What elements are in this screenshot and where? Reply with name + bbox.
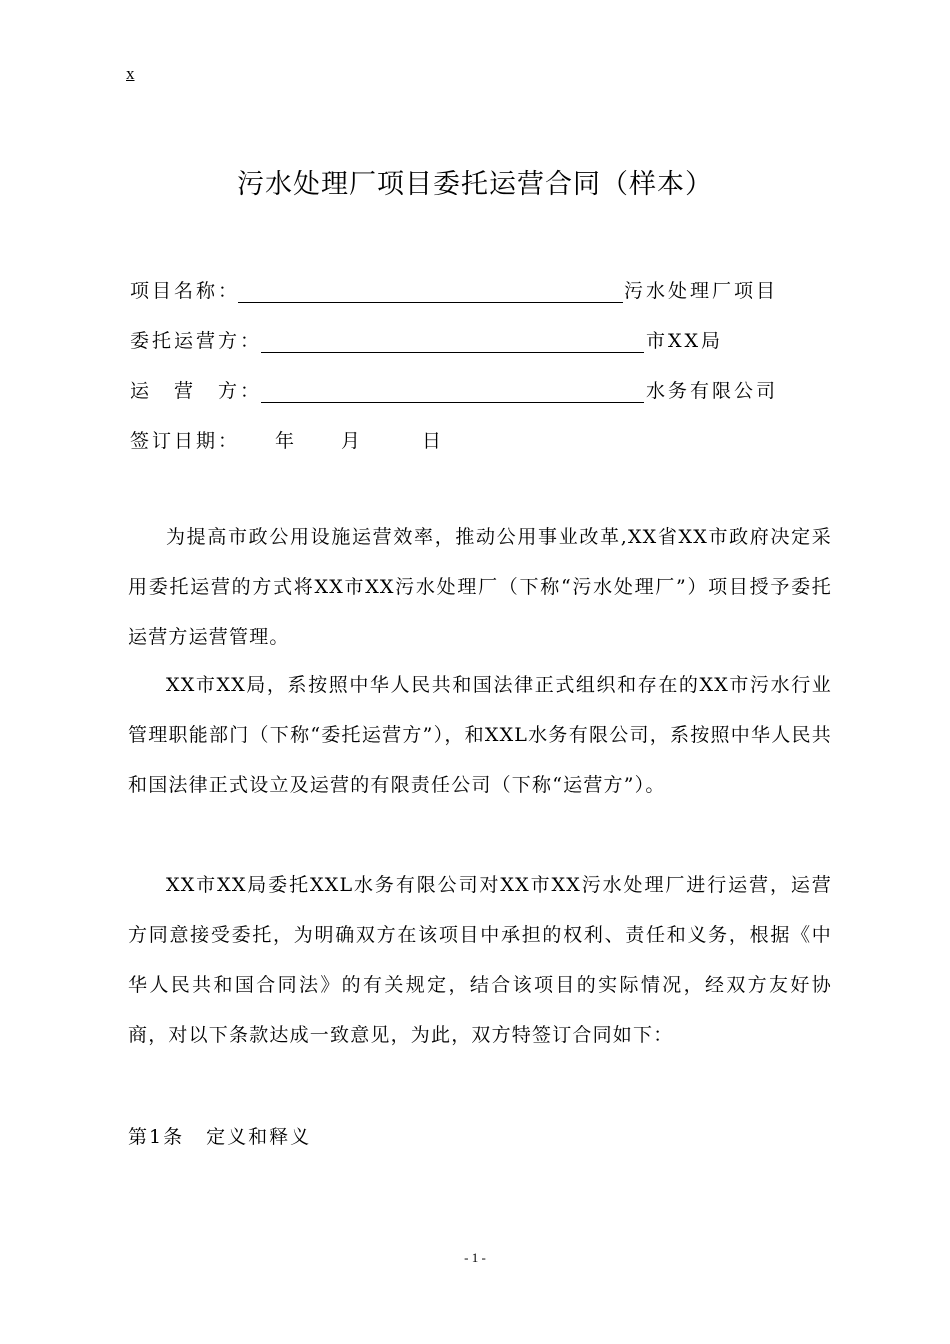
entrusting-party-blank-line	[261, 352, 644, 353]
preamble-paragraph: 为提高市政公用设施运营效率，推动公用事业改革,XX省XX市政府决定采用委托运营的方式将XX市XX污水处理厂（下称“污水处理厂”）项目授予委托运营方运营管理。	[128, 526, 832, 648]
entrusting-party-label: 委托运营方：	[130, 330, 263, 352]
sign-date-year: 年	[275, 430, 298, 452]
document-title: 污水处理厂项目委托运营合同（样本）	[237, 169, 713, 200]
sign-date-day: 日	[422, 430, 445, 452]
operator-value: 水务有限公司	[646, 380, 779, 402]
project-name-value: 污水处理厂项目	[624, 280, 779, 302]
operator-blank-line	[261, 402, 644, 403]
article-heading	[128, 1122, 311, 1149]
operator-label: 运 营 方：	[130, 380, 263, 402]
project-name-label: 项目名称：	[130, 280, 241, 302]
project-name-blank-line	[238, 302, 623, 303]
entrusting-party-value: 市XX局	[646, 330, 724, 352]
sign-date-month: 月	[341, 430, 364, 452]
agreement-paragraph: XX市XX局委托XXL水务有限公司对XX市XX污水处理厂进行运营，运营方同意接受委托，为明确双方在该项目中承担的权利、责任和义务，根据《中华人民共和国合同法》的有关规定，结合该项目的实际情况，经双方友好协商，对以下条款达成一致意见，为此，双方特签订合同如下：	[128, 874, 832, 1046]
page-number: - 1 -	[464, 1250, 486, 1265]
parties-paragraph: XX市XX局，系按照中华人民共和国法律正式组织和存在的XX市污水行业管理职能部门（下称“委托运营方”），和XXL水务有限公司，系按照中华人民共和国法律正式设立及运营的有限责任公司（下称“运营方”）。	[128, 674, 832, 796]
sign-date-label: 签订日期：	[130, 430, 241, 452]
article-number: 第1条	[128, 1126, 185, 1148]
article-title: 定义和释义	[206, 1126, 312, 1148]
corner-mark: x	[126, 64, 135, 83]
